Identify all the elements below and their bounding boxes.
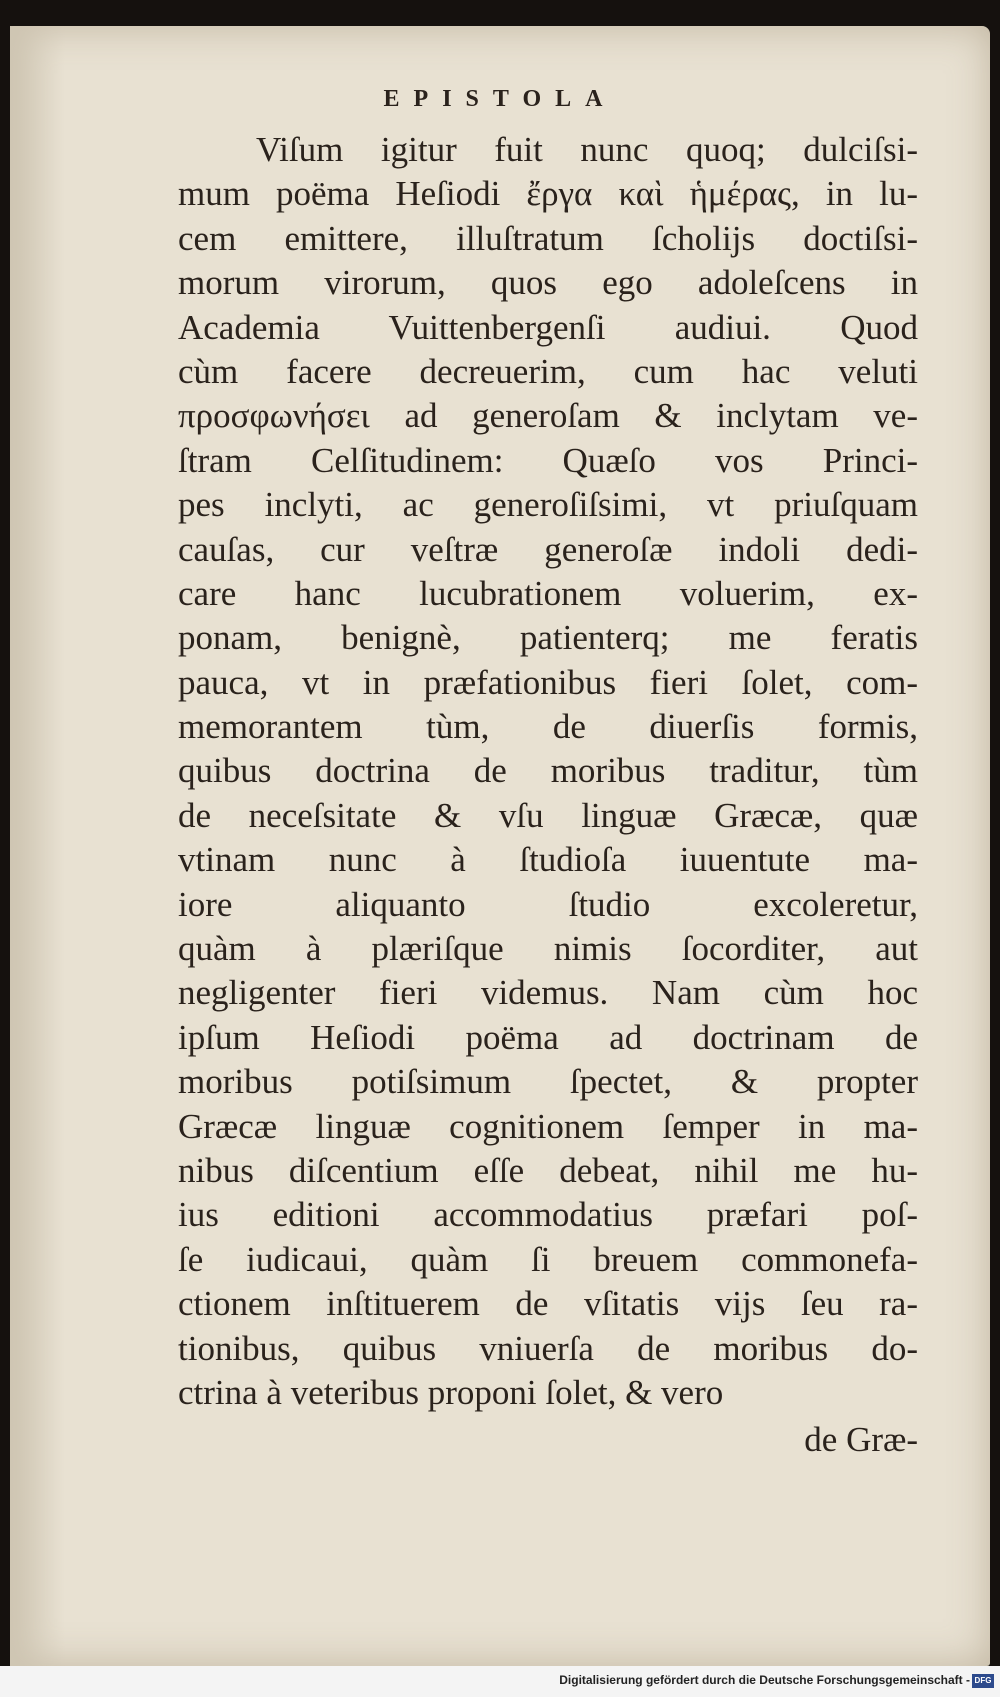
text-line: memorantem tùm, de diuerſis formis,	[178, 707, 918, 747]
text-line: Academia Vuittenbergenſi audiui. Quod	[178, 307, 918, 347]
text-line: iore aliquanto ſtudio excoleretur,	[178, 884, 918, 924]
text-line: Viſum igitur fuit nunc quoq; dulciſsi-	[256, 130, 918, 169]
text-line: pes inclyti, ac generoſiſsimi, vt priuſquam	[178, 485, 918, 525]
body-text	[178, 128, 918, 1415]
text-line: de neceſsitate & vſu linguæ Græcæ, quæ	[178, 795, 918, 835]
text-line: tionibus, quibus vniuerſa de moribus do-	[178, 1328, 918, 1368]
text-line: cauſas, cur veſtræ generoſæ indoli dedi-	[178, 529, 918, 569]
digitization-footer	[0, 1666, 1000, 1697]
text-line: ponam, benignè, patienterq; me feratis	[178, 618, 918, 658]
text-line: προσφωνήσει ad generoſam & inclytam ve-	[178, 396, 918, 436]
text-line: nibus diſcentium eſſe debeat, nihil me hu-	[178, 1150, 918, 1190]
text-line: ſtram Celſitudinem: Quæſo vos Princi-	[178, 440, 918, 480]
text-line: moribus potiſsimum ſpectet, & propter	[178, 1062, 918, 1102]
text-line: quàm à plæriſque nimis ſocorditer, aut	[178, 929, 918, 969]
text-line: ipſum Heſiodi poëma ad doctrinam de	[178, 1017, 918, 1057]
text-line: mum poëma Heſiodi ἔργα καὶ ἡμέρας, in lu-	[178, 174, 918, 214]
text-line: negligenter fieri videmus. Nam cùm hoc	[178, 973, 918, 1013]
catchword: de Græ-	[804, 1420, 918, 1459]
text-line: care hanc lucubrationem voluerim, ex-	[178, 573, 918, 613]
text-line: ius editioni accommodatius præfari poſ-	[178, 1195, 918, 1235]
text-line: ctionem inſtituerem de vſitatis vijs ſeu ra-	[178, 1284, 918, 1324]
page-edge-shadow	[10, 26, 65, 1666]
text-line: ctrina à veteribus proponi ſolet, & vero	[178, 1372, 724, 1412]
text-line: Græcæ linguæ cognitionem ſemper in ma-	[178, 1106, 918, 1146]
text-line: quibus doctrina de moribus traditur, tùm	[178, 751, 918, 791]
text-line: morum virorum, quos ego adoleſcens in	[178, 263, 918, 303]
text-line: cùm facere decreuerim, cum hac veluti	[178, 351, 918, 391]
text-line: ſe iudicaui, quàm ſi breuem commonefa-	[178, 1239, 918, 1279]
dfg-logo: DFG	[972, 1674, 994, 1688]
text-line: vtinam nunc à ſtudioſa iuuentute ma-	[178, 840, 918, 880]
running-head: EPISTOLA	[383, 86, 617, 112]
text-line: cem emittere, illuſtratum ſcholijs doctiſsi-	[178, 218, 918, 258]
text-line: pauca, vt in præfationibus fieri ſolet, com-	[178, 662, 918, 702]
footer-credit: Digitalisierung gefördert durch die Deutsche Forschungsgemeinschaft -	[559, 1673, 970, 1687]
